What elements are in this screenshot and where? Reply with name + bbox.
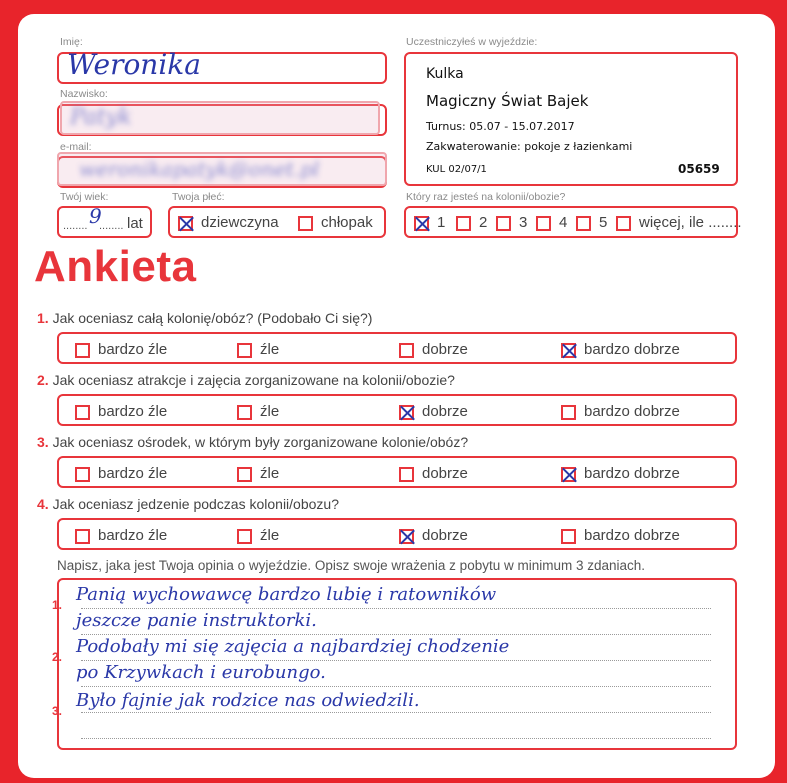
rating-row-4 xyxy=(57,518,737,550)
rating-option-label: bardzo dobrze xyxy=(584,465,680,482)
rating-row-2 xyxy=(57,394,737,426)
question-1 xyxy=(37,310,372,326)
checkbox-icon[interactable] xyxy=(399,405,414,420)
plec-option-chlopak[interactable] xyxy=(298,214,373,231)
question-number: 1. xyxy=(37,310,49,326)
trip-turnus: Turnus: 05.07 - 15.07.2017 xyxy=(426,120,575,133)
page-title: Ankieta xyxy=(34,242,197,291)
ktory-raz-field xyxy=(404,206,742,238)
checkbox-icon[interactable] xyxy=(399,529,414,544)
checkbox-icon[interactable] xyxy=(576,216,591,231)
question-number: 3. xyxy=(37,434,49,450)
checkbox-icon[interactable] xyxy=(414,216,429,231)
checkbox-icon[interactable] xyxy=(496,216,511,231)
question-3 xyxy=(37,434,468,450)
wiek-field[interactable] xyxy=(57,206,152,238)
checkbox-icon[interactable] xyxy=(561,529,576,544)
rating-option[interactable] xyxy=(399,465,468,482)
trip-code: KUL 02/07/1 xyxy=(426,164,487,175)
rating-option-label: dobrze xyxy=(422,341,468,358)
rating-option[interactable] xyxy=(237,341,279,358)
checkbox-icon[interactable] xyxy=(561,343,576,358)
wiek-unit: lat xyxy=(127,215,143,232)
rating-row-1 xyxy=(57,332,737,364)
imie-value: Weronika xyxy=(67,48,201,81)
trip-number: 05659 xyxy=(678,162,720,176)
checkbox-icon[interactable] xyxy=(237,405,252,420)
rating-option-label: źle xyxy=(260,341,280,358)
opinion-text-line: Podobały mi się zajęcia a najbardziej chodzenie xyxy=(76,636,510,657)
rating-option[interactable] xyxy=(561,465,680,482)
opinion-line-number-3: 3. xyxy=(52,704,63,718)
ktory-raz-option-1[interactable] xyxy=(414,214,445,231)
wiek-dots-left: ........ xyxy=(63,220,88,232)
rating-option-label: bardzo źle xyxy=(98,527,168,544)
question-text: Jak oceniasz całą kolonię/obóz? (Podobało Ci się?) xyxy=(52,310,373,326)
rating-option[interactable] xyxy=(75,465,167,482)
ktory-raz-option-5[interactable] xyxy=(576,214,607,231)
rating-option[interactable] xyxy=(399,403,468,420)
checkbox-icon[interactable] xyxy=(298,216,313,231)
rating-option-label: bardzo dobrze xyxy=(584,403,680,420)
ktory-raz-option-label: 3 xyxy=(519,214,528,231)
checkbox-icon[interactable] xyxy=(616,216,631,231)
checkbox-icon[interactable] xyxy=(456,216,471,231)
rating-option[interactable] xyxy=(75,341,167,358)
trip-zakwaterowanie: Zakwaterowanie: pokoje z łazienkami xyxy=(426,140,633,153)
checkbox-icon[interactable] xyxy=(75,467,90,482)
question-4 xyxy=(37,496,339,512)
rating-option[interactable] xyxy=(399,527,468,544)
plec-option-dziewczyna[interactable] xyxy=(178,214,279,231)
rating-option-label: bardzo dobrze xyxy=(584,527,680,544)
opinion-text-line: jeszcze panie instruktorki. xyxy=(76,610,317,631)
ktory-raz-option-label: 2 xyxy=(479,214,488,231)
nazwisko-label: Nazwisko: xyxy=(60,88,108,100)
plec-option-label: dziewczyna xyxy=(201,214,279,231)
checkbox-icon[interactable] xyxy=(399,467,414,482)
ktory-raz-label: Który raz jesteś na kolonii/obozie? xyxy=(406,191,566,203)
checkbox-icon[interactable] xyxy=(237,529,252,544)
nazwisko-redacted: Patyk xyxy=(60,101,380,135)
ktory-raz-option-label: 1 xyxy=(437,214,446,231)
rating-option-label: źle xyxy=(260,465,280,482)
email-label: e-mail: xyxy=(60,141,92,153)
rating-option-label: bardzo źle xyxy=(98,341,168,358)
opinion-line-number-1: 1. xyxy=(52,598,63,612)
rating-option-label: dobrze xyxy=(422,527,468,544)
rating-option[interactable] xyxy=(399,341,468,358)
uczestniczyles-label: Uczestniczyłeś w wyjeździe: xyxy=(406,36,538,48)
trip-name: Kulka xyxy=(426,66,464,82)
rating-option-label: bardzo źle xyxy=(98,403,168,420)
rating-option[interactable] xyxy=(561,341,680,358)
opinion-text-line: Panią wychowawcę bardzo lubię i ratowników xyxy=(76,584,497,605)
checkbox-icon[interactable] xyxy=(75,529,90,544)
question-text: Jak oceniasz ośrodek, w którym były zorganizowane kolonie/obóz? xyxy=(52,434,469,450)
checkbox-icon[interactable] xyxy=(237,343,252,358)
checkbox-icon[interactable] xyxy=(561,467,576,482)
rating-row-3 xyxy=(57,456,737,488)
opinion-text-line: Było fajnie jak rodzice nas odwiedzili. xyxy=(76,690,420,711)
ktory-raz-option-label: więcej, ile ........ xyxy=(639,214,742,231)
rating-option-label: dobrze xyxy=(422,403,468,420)
ktory-raz-option-wiecej[interactable] xyxy=(616,214,742,231)
ktory-raz-option-4[interactable] xyxy=(536,214,567,231)
checkbox-icon[interactable] xyxy=(75,343,90,358)
trip-info-box xyxy=(404,52,738,186)
checkbox-icon[interactable] xyxy=(237,467,252,482)
rating-option-label: źle xyxy=(260,527,280,544)
ktory-raz-option-label: 4 xyxy=(559,214,568,231)
question-text: Jak oceniasz atrakcje i zajęcia zorganizowane na kolonii/obozie? xyxy=(52,372,455,388)
checkbox-icon[interactable] xyxy=(75,405,90,420)
opinion-text-line: po Krzywkach i eurobungo. xyxy=(76,662,326,683)
question-number: 2. xyxy=(37,372,49,388)
wiek-value: 9 xyxy=(89,204,102,228)
opinion-prompt: Napisz, jaka jest Twoja opinia o wyjeździe. Opisz swoje wrażenia z pobytu w minimum 3 zdaniach. xyxy=(57,558,646,573)
imie-field[interactable] xyxy=(57,48,387,84)
question-number: 4. xyxy=(37,496,49,512)
rating-option-label: dobrze xyxy=(422,465,468,482)
rating-option[interactable] xyxy=(237,403,279,420)
rating-option[interactable] xyxy=(75,527,167,544)
rating-option-label: bardzo dobrze xyxy=(584,341,680,358)
ktory-raz-option-label: 5 xyxy=(599,214,608,231)
trip-subtitle: Magiczny Świat Bajek xyxy=(426,92,589,110)
rating-option[interactable] xyxy=(561,527,680,544)
checkbox-icon[interactable] xyxy=(178,216,193,231)
rating-option[interactable] xyxy=(237,465,279,482)
question-2 xyxy=(37,372,455,388)
plec-field xyxy=(168,206,386,238)
rating-option-label: bardzo źle xyxy=(98,465,168,482)
ktory-raz-option-2[interactable] xyxy=(456,214,487,231)
checkbox-icon[interactable] xyxy=(536,216,551,231)
wiek-dots-right: ........ xyxy=(99,220,124,232)
email-redacted: weronikapatyk@onet.pl xyxy=(57,152,387,186)
rating-option[interactable] xyxy=(237,527,279,544)
rating-option[interactable] xyxy=(75,403,167,420)
opinion-line-number-2: 2. xyxy=(52,650,63,664)
checkbox-icon[interactable] xyxy=(399,343,414,358)
checkbox-icon[interactable] xyxy=(561,405,576,420)
question-text: Jak oceniasz jedzenie podczas kolonii/obozu? xyxy=(52,496,339,512)
rating-option-label: źle xyxy=(260,403,280,420)
plec-option-label: chłopak xyxy=(321,214,373,231)
plec-label: Twoja płeć: xyxy=(172,191,225,203)
imie-label: Imię: xyxy=(60,36,83,48)
rating-option[interactable] xyxy=(561,403,680,420)
ktory-raz-option-3[interactable] xyxy=(496,214,527,231)
wiek-label: Twój wiek: xyxy=(60,191,109,203)
